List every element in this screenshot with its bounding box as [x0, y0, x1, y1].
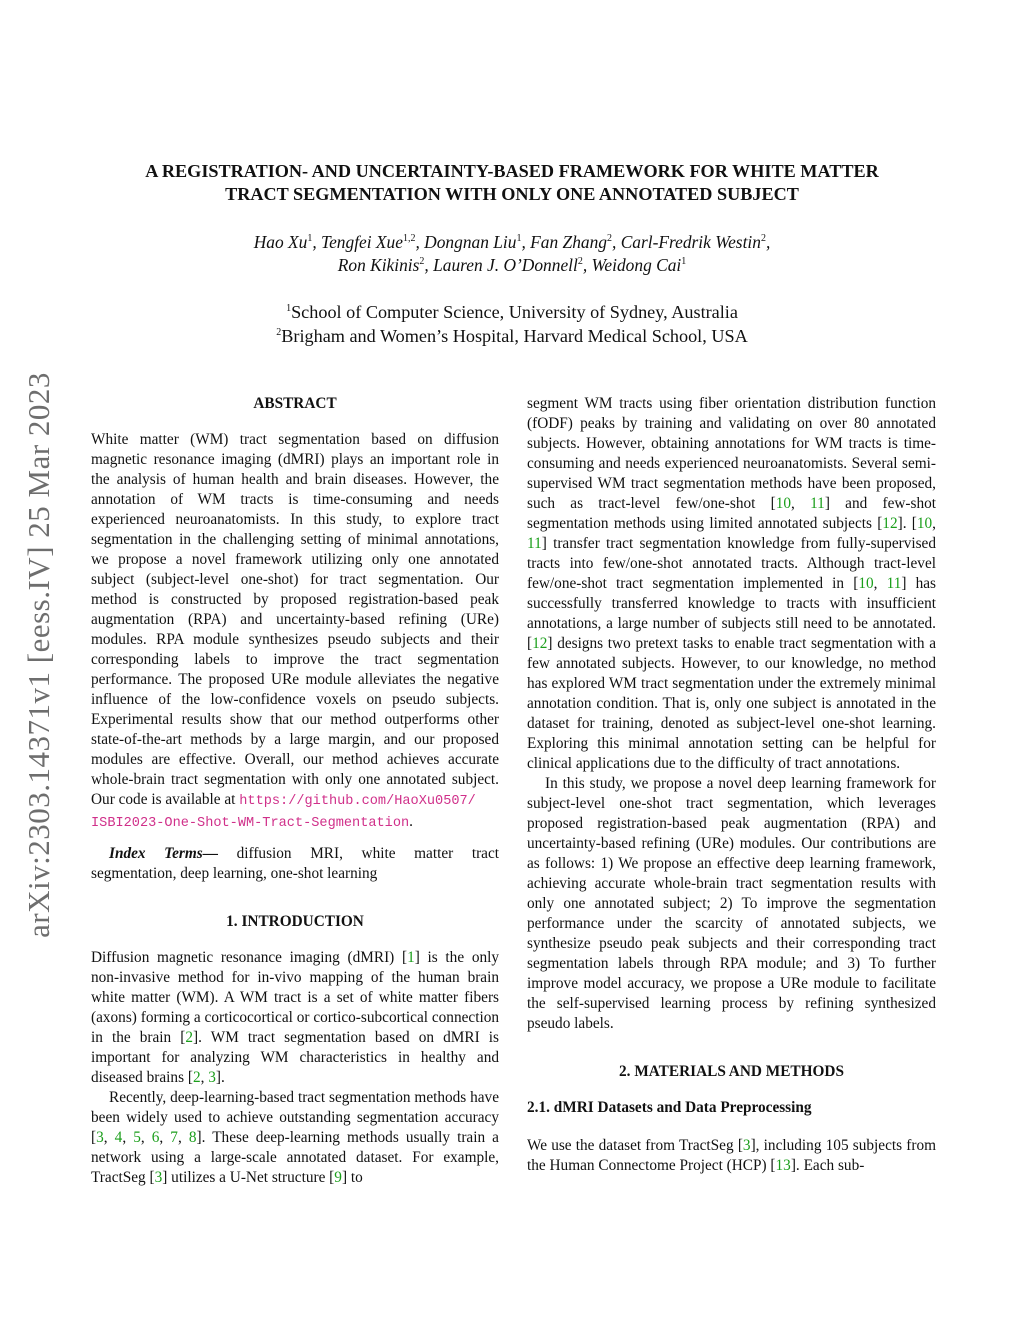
- author-affil-sup: 2: [606, 233, 612, 245]
- citation-link[interactable]: 6: [151, 1129, 160, 1146]
- citation-link[interactable]: 2: [185, 1029, 194, 1046]
- citation-link[interactable]: 1: [407, 949, 415, 966]
- citation-link[interactable]: 11: [810, 495, 825, 512]
- citation-link[interactable]: 10: [775, 495, 791, 512]
- citation-link[interactable]: 10: [858, 575, 874, 592]
- text-run: ], including 105 subjects from the Human Connectome Project (HCP) [: [527, 1137, 936, 1174]
- citation-link[interactable]: 3: [96, 1129, 104, 1146]
- affiliation-2: [60, 324, 964, 348]
- right-paragraph-1: segment WM tracts using fiber orientation distribution function (fODF) peaks by training and validating on over 80 annotated subjects. However, obtaining annotations for WM tracts is time-consuming and needs experienced neuroanatomists. Several semi-supervised WM tract segmentation methods have been proposed, such as tract-level few/one-shot [10, 11] and few-shot segmentation methods using limited annotated subjects [12]. [10, 11] transfer tract segmentation knowledge from fully-supervised tracts into few/one-shot annotated tracts. Although tract-level few/one-shot tract segmentation implemented in [10, 11] has successfully transferred knowledge to tracts with insufficient annotations, a large number of subjects still need to be annotated. [12] designs two pretext tasks to enable tract segmentation with a few annotated subjects. However, to our knowledge, no method has explored WM tract segmentation under the extremely minimal annotation condition. That is, only one subject is annotated in the dataset for training, denoted as subject-level one-shot learning. Exploring this minimal annotation setting can be helpful for clinical applications due to the difficulty of tract annotations.: [527, 395, 937, 772]
- code-url-line-2[interactable]: ISBI2023-One-Shot-WM-Tract-Segmentation: [91, 816, 410, 831]
- right-paragraph-2: In this study, we propose a novel deep learning framework for subject-level one-shot tract segmentation, which leverages proposed registration-based peak augmentation (RPA) and uncertainty-based refining (URe) modules. Our contributions are as follows: 1) We propose an effective deep learning framework, achieving accurate whole-brain tract segmentation results with only one annotated subject; 2) To improve the segmentation performance under the scarcity of annotated subjects, we synthesize pseudo peak subjects and their corresponding tract segmentation labels through RPA module; and 3) To further improve model accuracy, we propose a URe module to facilitate the self-supervised learning process by refining synthesized pseudo labels.: [527, 775, 936, 1032]
- citation-link[interactable]: 13: [775, 1157, 791, 1174]
- author-affil-sup: 2: [577, 256, 583, 268]
- author-affil-sup: 1: [516, 233, 522, 245]
- text-run: We use the dataset from TractSeg [: [527, 1137, 743, 1154]
- section-2-heading: 2. MATERIALS AND METHODS: [619, 1063, 844, 1080]
- citation-link[interactable]: 10: [916, 515, 933, 532]
- affiliation-sup: 2: [276, 326, 282, 338]
- citation-link[interactable]: 12: [882, 515, 898, 532]
- right-column: [527, 394, 936, 1176]
- citation-link[interactable]: 9: [334, 1169, 342, 1186]
- text-run: ] designs two pretext tasks to enable tract segmentation with a few annotated subjects. However, to our knowledge, no method has explored WM tract segmentation under the extremely minimal annotation condition. That is, only one subject is annotated in the dataset for training, denoted as subject-level one-shot learning. Exploring this minimal annotation setting can be helpful for clinical applications due to the difficulty of tract annotations.: [527, 635, 936, 772]
- affiliation-text: School of Computer Science, University of Sydney, Australia: [291, 302, 738, 322]
- text-run: ] to: [341, 1169, 363, 1186]
- text-run: ] has successfully transferred knowledge to tracts with insufficient annotations, a large number of subjects still need to be annotated. [: [527, 575, 936, 652]
- text-run: Diffusion magnetic resonance imaging (dMRI) [: [91, 949, 408, 966]
- text-run: ] and few-shot segmentation methods using limited annotated subjects [: [527, 495, 937, 532]
- author-name: Lauren J. O’Donnell: [433, 255, 578, 275]
- text-run: ] is the only non-invasive method for in-vivo mapping of the human brain white matter (WM). A WM tract is a set of white matter fibers (axons) forming a corticocortical or cortico-subcortical connection in the brain [: [91, 949, 500, 1046]
- abstract-body: [91, 430, 499, 834]
- citation-link[interactable]: 2: [192, 1069, 201, 1086]
- text-run: ]. These deep-learning methods usually train a network using a large-scale annotated dataset. For example, TractSeg [: [91, 1129, 499, 1186]
- arxiv-stamp: arXiv:2303.14371v1 [eess.IV] 25 Mar 2023: [21, 372, 56, 938]
- left-column: [91, 394, 499, 1188]
- citation-link[interactable]: 11: [527, 535, 542, 552]
- affiliation-1: [60, 300, 964, 324]
- index-terms-label: Index Terms—: [109, 845, 218, 862]
- intro-heading: 1. INTRODUCTION: [226, 913, 364, 930]
- text-run: ].: [215, 1069, 225, 1086]
- citation-link[interactable]: 7: [170, 1129, 178, 1146]
- text-run: ]. [: [897, 515, 917, 532]
- code-url-line-1[interactable]: https://github.com/HaoXu0507/: [239, 794, 476, 809]
- citation-link[interactable]: 4: [114, 1129, 123, 1146]
- text-run: Recently, deep-learning-based tract segmentation methods have been widely used to achieve outstanding segmentation accuracy [: [91, 1089, 499, 1146]
- citation-link[interactable]: 3: [742, 1137, 751, 1154]
- title-line-2: TRACT SEGMENTATION WITH ONLY ONE ANNOTATED SUBJECT: [225, 184, 799, 204]
- author-list: Hao Xu$^1$, Tengfei Xue$^{1,2}$, Dongnan Liu$^1$, Fan Zhang$^2$, Carl-Fredrik Westin$^2$, Ron Kikinis$^2$, Lauren J. O’Donnell$^2$, Weidong Cai$^1$: [253, 232, 771, 275]
- intro-paragraph-1: Diffusion magnetic resonance imaging (dMRI) [1] is the only non-invasive method for in-vivo mapping of the human brain white matter (WM). A WM tract is a set of white matter fibers (axons) forming a corticocortical or cortico-subcortical connection in the brain [2]. WM tract segmentation based on dMRI is important for analyzing WM characteristics in healthy and diseased brains [2, 3].: [91, 949, 500, 1086]
- text-run: segment WM tracts using fiber orientation distribution function (fODF) peaks by training and validating on over 80 annotated subjects. However, obtaining annotations for WM tracts is time-consuming and needs experienced neuroanatomists. Several semi-supervised WM tract segmentation methods have been proposed, such as tract-level few/one-shot [: [527, 395, 936, 512]
- author-affil-sup: 2: [760, 233, 766, 245]
- subsection-2-1-heading: 2.1. dMRI Datasets and Data Preprocessing: [527, 1099, 812, 1116]
- text-run: ]. Each sub-: [790, 1157, 865, 1174]
- citation-link[interactable]: 3: [208, 1069, 216, 1086]
- author-affil-sup: 1: [307, 233, 313, 245]
- index-terms: [91, 844, 499, 884]
- author-affil-sup: 1,2: [402, 233, 416, 245]
- arxiv-sidebar: [14, 350, 64, 960]
- citation-link[interactable]: 11: [886, 575, 902, 592]
- text-run: ] transfer tract segmentation knowledge from fully-supervised tracts into few/one-shot annotated tracts. Although tract-level few/one-shot tract segmentation implemented in [: [527, 535, 936, 592]
- author-name: Carl-Fredrik Westin: [620, 232, 761, 252]
- affiliation-text: Brigham and Women’s Hospital, Harvard Medical School, USA: [281, 326, 748, 346]
- author-affil-sup: 1: [681, 256, 687, 268]
- author-name: Weidong Cai: [591, 255, 682, 275]
- citation-link[interactable]: 5: [133, 1129, 141, 1146]
- right-paragraph-3: [527, 1136, 936, 1176]
- author-name: Dongnan Liu: [424, 232, 517, 252]
- citation-link[interactable]: 12: [532, 635, 548, 652]
- author-name: Tengfei Xue: [321, 232, 403, 252]
- citation-link[interactable]: 3: [154, 1169, 163, 1186]
- affiliations: [60, 300, 964, 348]
- abstract-heading: ABSTRACT: [253, 395, 337, 412]
- index-terms-text: diffusion MRI, white matter tract segmentation, deep learning, one-shot learning: [91, 845, 500, 882]
- title-line-1: A REGISTRATION- AND UNCERTAINTY-BASED FRAMEWORK FOR WHITE MATTER: [145, 161, 879, 181]
- abstract-text: White matter (WM) tract segmentation based on diffusion magnetic resonance imaging (dMRI) plays an important role in the analysis of human health and brain diseases. However, the annotation of WM tracts is time-consuming and needs experienced neuroanatomists. In this study, to explore tract segmentation in the challenging setting of minimal annotations, we propose a novel framework utilizing only one annotated subject (subject-level one-shot) for tract segmentation. Our method is constructed by proposed registration-based peak augmentation (RPA) and uncertainty-based refining (URe) modules. RPA module synthesizes pseudo subjects and their corresponding labels to improve the tract segmentation performance. The proposed URe module alleviates the negative influence of the low-confidence voxels on pseudo subjects. Experimental results show that our method outperforms other state-of-the-art methods by a large margin, and our proposed modules are effective. Overall, our method achieves accurate whole-brain tract segmentation with only one annotated subject. Our code is available at: [91, 431, 499, 808]
- author-name: Ron Kikinis: [337, 255, 420, 275]
- author-name: Fan Zhang: [530, 232, 607, 252]
- text-run: ] utilizes a U-Net structure [: [162, 1169, 335, 1186]
- abstract-end: .: [409, 813, 413, 830]
- text-run: ]. WM tract segmentation based on dMRI is important for analyzing WM characteristics in healthy and diseased brains [: [91, 1029, 499, 1086]
- paper-title: [60, 160, 964, 206]
- citation-link[interactable]: 8: [188, 1129, 197, 1146]
- affiliation-sup: 1: [286, 302, 292, 314]
- intro-paragraph-2: Recently, deep-learning-based tract segmentation methods have been widely used to achieve outstanding segmentation accuracy [3, 4, 5, 6, 7, 8]. These deep-learning methods usually train a network using a large-scale annotated dataset. For example, TractSeg [3] utilizes a U-Net structure [9] to: [91, 1089, 499, 1186]
- author-name: Hao Xu: [253, 232, 308, 252]
- author-affil-sup: 2: [419, 256, 425, 268]
